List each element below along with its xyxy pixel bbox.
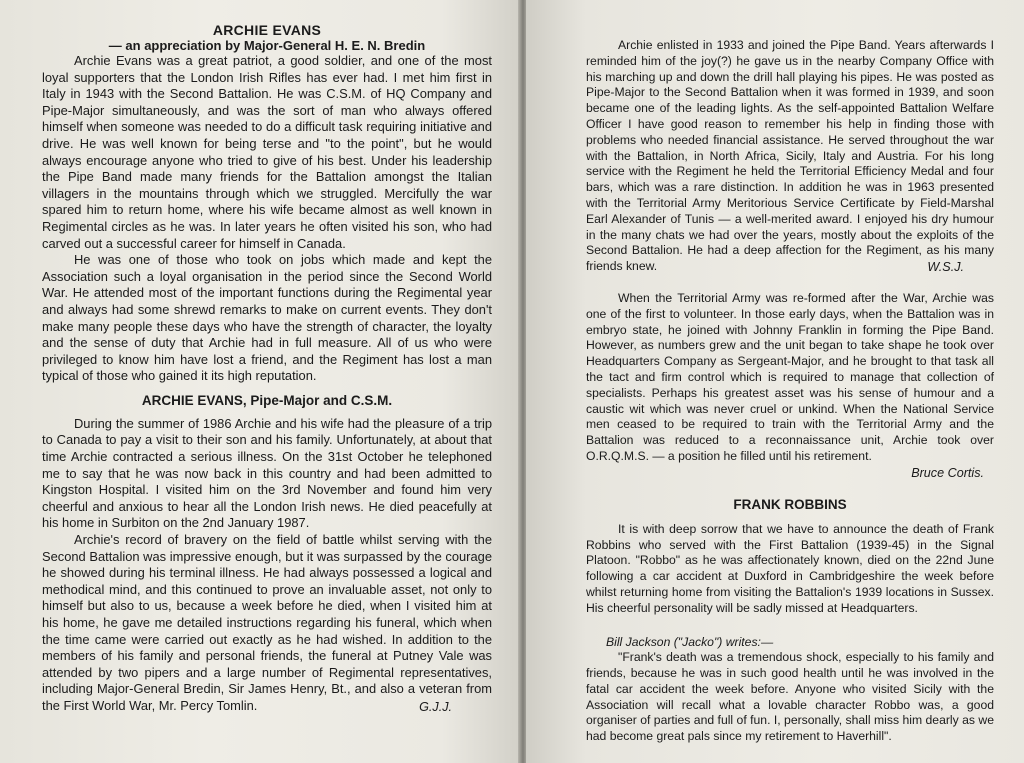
signature: W.S.J. xyxy=(927,259,964,274)
spacer xyxy=(42,385,492,393)
article-subtitle: — an appreciation by Major-General H. E. N. Bredin xyxy=(108,38,426,53)
article-paragraph: When the Territorial Army was re-formed after the War, Archie was one of the first to volunteer. In those early days, when the Battalion was in embryo state, he joined with Johnny Franklin in forming the Pipe Band. However, as numbers grew and the unit began to take shape he took over Headquarters Company as Sergeant-Major, and he brought to that task all the tact and firm control which is required to manage that collection of specialists. Perhaps his greatest asset was his sense of humour and a caustic wit which was never cruel or unkind. When the National Service men ceased to be required to train with the Territorial Army and the Battalion was reduced to a reconnaissance unit, Archie took over O.R.Q.M.S. — a position he filled until his retirement. xyxy=(586,290,994,463)
article-title: ARCHIE EVANS xyxy=(212,22,322,38)
second-article-title: ARCHIE EVANS, Pipe-Major and C.S.M. xyxy=(141,392,393,408)
spacer xyxy=(586,481,994,497)
article-paragraph: During the summer of 1986 Archie and his wife had the pleasure of a trip to Canada to pay a visit to their son and his family. Unfortunately, at about that time Archie contracted a serious illness. On the 31st October he telephoned me to say that he was now back in this country and had been admitted to Kingston Hospital. I visited him on the 3rd November and found him very cheerful and anxious to hear all the London Irish news. He died peacefully at his home in Surbiton on the 2nd January 1987. xyxy=(42,415,492,531)
article-paragraph: He was one of those who took on jobs which made and kept the Association such a loyal organisation in the period since the Second World War. He attended most of the important functions during the Regimental year and always had some shrewd remarks to make on current events. They don't make many people these days who have the strength of character, the loyalty and the sense of duty that Archie had in full measure. All of us who were privileged to know him have lost a friend, and the Regiment has lost a man typical of those who gained it its high reputation. xyxy=(42,252,492,384)
quote-paragraph: "Frank's death was a tremendous shock, especially to his family and friends, because he was in such good health until he was involved in the fatal car accident the week before. Anyone who visited Sicily with the Association will recall what a lovable character Robbo was, a good organiser of parties and full of fun. I, personally, shall miss him dearly as we had become great pals since my retirement to Haverhill". xyxy=(586,650,994,744)
spacer xyxy=(586,617,994,635)
signature: G.J.J. xyxy=(419,699,452,714)
spacer xyxy=(42,408,492,416)
spacer xyxy=(586,512,994,522)
article-paragraph: Archie enlisted in 1933 and joined the Pipe Band. Years afterwards I reminded him of the joy(?) he gave us in the nearby Company Office with his marching up and down the drill hall playing his pipes. He was posted as Pipe-Major to the Second Battalion when it was formed in 1939, and soon became one of the leading lights. As the self-appointed Battalion Welfare Officer I have good reason to remember his help in finding those with problems who needed financial assistance. He served throughout the war with the Battalion, in North Africa, Sicily, Italy and Austria. For his long service with the Regiment he held the Territorial Efficiency Medal and four bars, which was a rare distinction. In addition he was in 1963 presented with the Territorial Army Meritorious Service Certificate by Field-Marshal Earl Alexander of Tunis — a well-merited award. I enjoyed his dry humour in the many chats we had over the years, mostly about the exploits of the Second Battalion. He had a deep affection for the Regiment, as his many friends knew. xyxy=(586,38,994,274)
article-paragraph: Archie Evans was a great patriot, a good soldier, and one of the most loyal supporters that the London Irish Rifles has ever had. I met him first in Italy in 1943 with the Second Battalion. He was C.S.M. of HQ Company and Pipe-Major simultaneously, and was the sort of man who always offered himself when someone was needed to do a difficult task requiring initiative and drive. He was well known for being terse and "to the point", but he would always encourage anyone who tried to give of his best. Under his leadership the Pipe Band made many friends for the Battalion amongst the Italian villagers in the mountains through which we struggled. Mercifully the war spared him to return home, where his wife became almost as well known in Regimental circles as he was. In later years he often visited his son, who had carved out a successful career for himself in Canada. xyxy=(42,53,492,251)
signature: Bruce Cortis. xyxy=(911,465,984,480)
article-paragraph: Archie's record of bravery on the field of battle whilst serving with the Second Battalion was impressive enough, but it was surpassed by the courage he showed during his terminal illness. He had always possessed a logical and methodical mind, and this continued to prove an invaluable asset, not only to himself but also to us, because a week before he died, when I visited him at his home, he gave me detailed instructions regarding his funeral, which when the time came were carried out exactly as he had wished. In addition to the members of his family and personal friends, the funeral at Putney Vale was attended by two pipers and a large number of Regimental representatives, including Major-General Bredin, Sir James Henry, Bt., and also a veteran from the First World War, Mr. Percy Tomlin. xyxy=(42,532,492,713)
article-paragraph: It is with deep sorrow that we have to announce the death of Frank Robbins who served with the First Battalion (1939-45) in the Signal Platoon. "Robbo" as he was affectionately known, died on the 22nd June following a car accident at Duxford in Cambridgeshire the week before whilst returning home from visiting the Battalion's 1939 locations in Sussex. His cheerful personality will be sadly missed at Headquarters. xyxy=(586,521,994,615)
right-page xyxy=(526,0,1024,763)
spacer xyxy=(586,275,994,291)
obituary-title: FRANK ROBBINS xyxy=(733,496,847,512)
quote-attribution: Bill Jackson ("Jacko") writes:— xyxy=(606,634,774,649)
